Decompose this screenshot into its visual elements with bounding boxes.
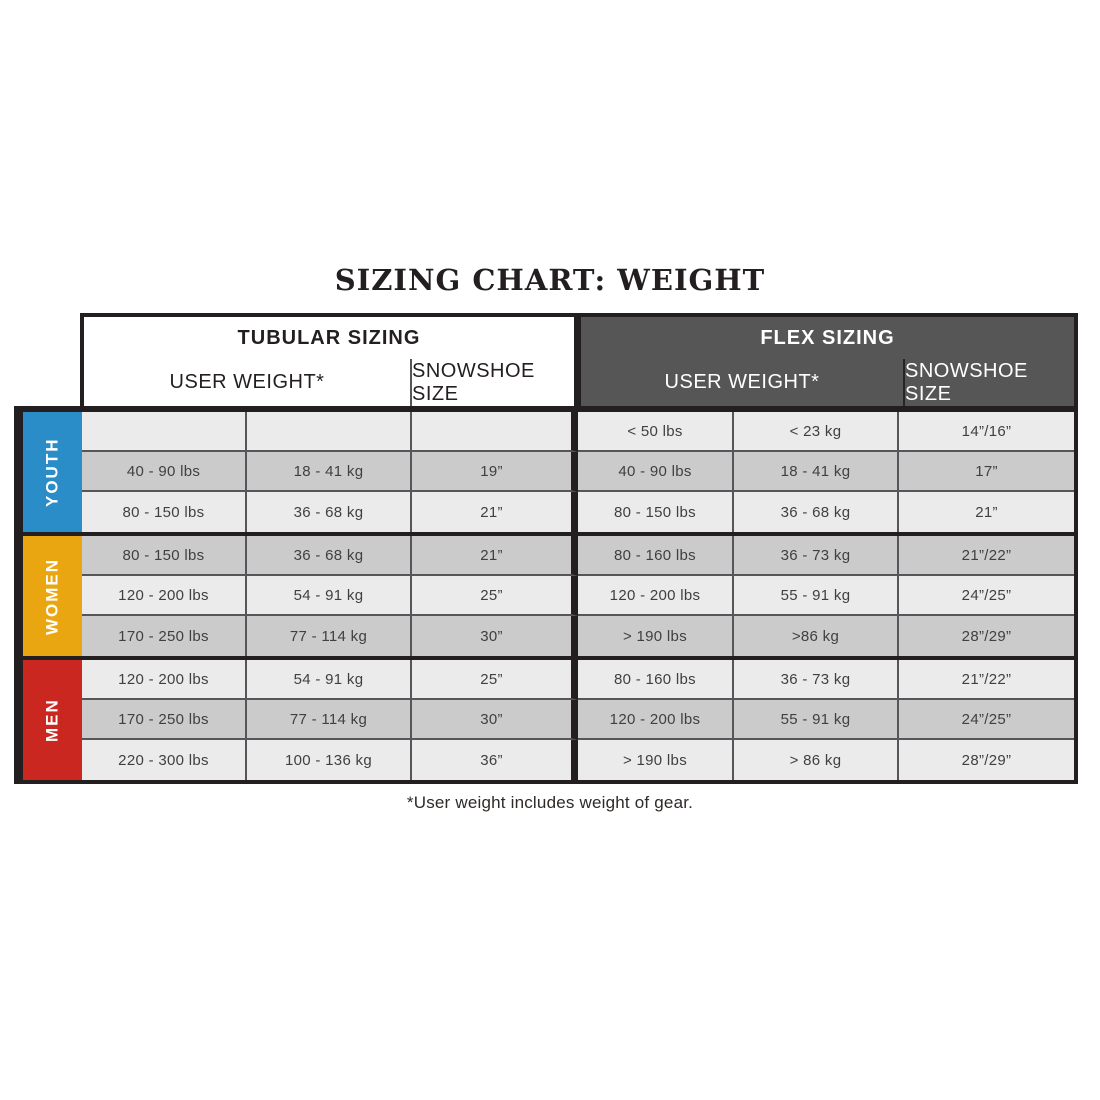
table-cell [247, 412, 412, 452]
column-header-flex-user-weight: USER WEIGHT* [664, 371, 820, 393]
table-cell: 36” [412, 740, 578, 780]
table-cell: 80 - 160 lbs [578, 660, 734, 700]
table-cell: 19” [412, 452, 578, 492]
table-cell: 18 - 41 kg [247, 452, 412, 492]
table-cell: >86 kg [734, 616, 899, 656]
row-group-youth [18, 412, 1074, 532]
table-cell: 36 - 68 kg [734, 492, 899, 532]
table-body [14, 406, 1078, 784]
column-header-tubular-user-weight: USER WEIGHT* [169, 371, 325, 393]
table-cell: > 190 lbs [578, 740, 734, 780]
table-cell: 100 - 136 kg [247, 740, 412, 780]
table-cell: 21” [412, 536, 578, 576]
table-cell: 30” [412, 700, 578, 740]
table-cell: 24”/25” [899, 576, 1074, 616]
table-cell: 17” [899, 452, 1074, 492]
table-cell: 120 - 200 lbs [578, 576, 734, 616]
sizing-table [14, 313, 1078, 784]
section-title-tubular: TUBULAR SIZING [237, 326, 421, 349]
table-header [80, 313, 1078, 406]
table-cell: 120 - 200 lbs [578, 700, 734, 740]
table-cell: 21” [899, 492, 1074, 532]
table-cell: 55 - 91 kg [734, 700, 899, 740]
table-cell [82, 412, 247, 452]
table-cell: < 50 lbs [578, 412, 734, 452]
table-cell: 40 - 90 lbs [82, 452, 247, 492]
table-cell: 28”/29” [899, 740, 1074, 780]
column-headers-tubular [84, 359, 574, 406]
table-cell: 220 - 300 lbs [82, 740, 247, 780]
table-cell: 54 - 91 kg [247, 660, 412, 700]
table-cell: < 23 kg [734, 412, 899, 452]
column-header-flex-snowshoe-size: SNOWSHOE SIZE [903, 359, 1074, 406]
section-title-flex: FLEX SIZING [760, 326, 895, 349]
table-cell: 77 - 114 kg [247, 616, 412, 656]
table-cell: 170 - 250 lbs [82, 700, 247, 740]
table-cell: 21” [412, 492, 578, 532]
table-cell: 40 - 90 lbs [578, 452, 734, 492]
group-label-men: MEN [18, 660, 82, 780]
table-cell: 28”/29” [899, 616, 1074, 656]
header-section-flex [574, 317, 1074, 406]
table-cell: 80 - 150 lbs [578, 492, 734, 532]
footnote: *User weight includes weight of gear. [406, 793, 694, 812]
table-cell: 25” [412, 576, 578, 616]
table-cell: 80 - 160 lbs [578, 536, 734, 576]
table-cell: 55 - 91 kg [734, 576, 899, 616]
table-cell: 36 - 68 kg [247, 536, 412, 576]
column-header-tubular-snowshoe-size: SNOWSHOE SIZE [410, 359, 574, 406]
table-cell: 36 - 73 kg [734, 660, 899, 700]
group-label-women: WOMEN [18, 536, 82, 656]
table-cell: 14”/16” [899, 412, 1074, 452]
table-cell: 21”/22” [899, 660, 1074, 700]
table-cell: 36 - 68 kg [247, 492, 412, 532]
header-section-tubular [84, 317, 574, 406]
table-cell: 18 - 41 kg [734, 452, 899, 492]
table-cell: 25” [412, 660, 578, 700]
row-group-women [18, 532, 1074, 656]
row-group-men [18, 656, 1074, 780]
table-cell: 80 - 150 lbs [82, 536, 247, 576]
table-cell: 80 - 150 lbs [82, 492, 247, 532]
group-label-youth: YOUTH [18, 412, 82, 532]
table-cell: > 86 kg [734, 740, 899, 780]
table-cell: 120 - 200 lbs [82, 660, 247, 700]
table-cell [412, 412, 578, 452]
table-cell: 77 - 114 kg [247, 700, 412, 740]
table-cell: 36 - 73 kg [734, 536, 899, 576]
table-cell: 54 - 91 kg [247, 576, 412, 616]
table-cell: > 190 lbs [578, 616, 734, 656]
table-cell: 170 - 250 lbs [82, 616, 247, 656]
table-cell: 24”/25” [899, 700, 1074, 740]
table-cell: 30” [412, 616, 578, 656]
column-headers-flex [581, 359, 1074, 406]
page-title: SIZING CHART: WEIGHT [334, 263, 766, 297]
table-cell: 120 - 200 lbs [82, 576, 247, 616]
table-cell: 21”/22” [899, 536, 1074, 576]
